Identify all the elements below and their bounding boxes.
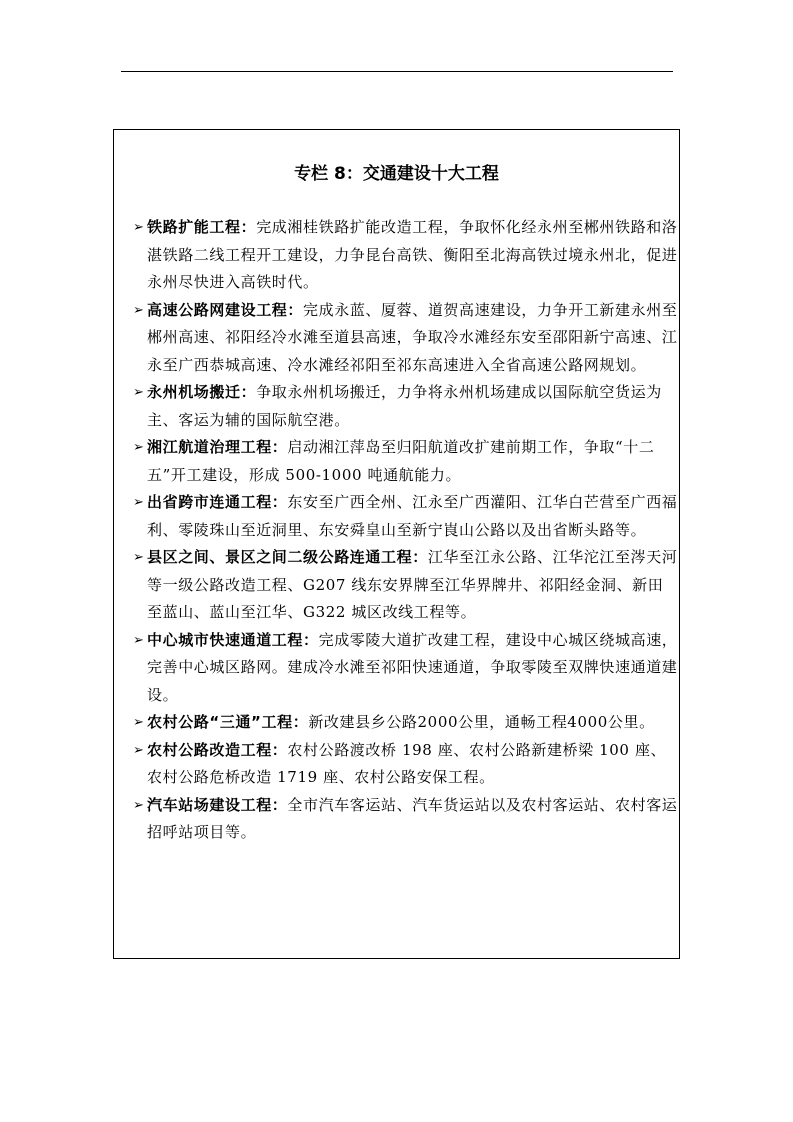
project-description: 完成湘桂铁路扩能改造工程，争取怀化经永州至郴州铁路和洛湛铁路二线工程开工建设，力争昆台高铁、衡阳至北海高铁过境永州北，促进永州尽快进入高铁时代。 [147,218,678,291]
project-description: 新改建县乡公路2000公里，通畅工程4000公里。 [308,713,655,731]
project-list [133,214,678,847]
project-description: 江华至江永公路、江华沱江至涔天河等一级公路改造工程、G207 线东安界牌至江华界牌井、祁阳经金洞、新田至蓝山、蓝山至江华、G322 城区改线工程等。 [147,548,678,621]
project-description: 启动湘江萍岛至归阳航道改扩建前期工作，争取“十二五”开工建设，形成 500-1000 吨通航能力。 [147,438,655,484]
project-title: 湘江航道治理工程： [147,438,288,456]
project-description: 完成永蓝、厦蓉、道贺高速建设，力争开工新建永州至郴州高速、祁阳经冷水滩至道县高速，争取冷水滩经东安至邵阳新宁高速、江永至广西恭城高速、冷水滩经祁阳至祁东高速进入全省高速公路网规划。 [147,300,678,374]
arrow-bullet-icon: ➢ [133,385,145,400]
project-title: 中心城市快速通道工程： [147,630,319,649]
project-item-airport [133,379,678,434]
project-title: 县区之间、景区之间二级公路连通工程： [147,548,428,566]
project-item-expressway [133,297,678,380]
project-description: 争取永州机场搬迁，力争将永州机场建成以国际航空货运为主、客运为辅的国际航空港。 [147,383,662,429]
project-item-county-roads [133,544,678,627]
arrow-bullet-icon: ➢ [133,797,145,813]
project-title: 出省跨市连通工程： [147,493,288,511]
arrow-bullet-icon: ➢ [133,440,145,455]
project-item-railway [133,214,678,297]
project-description: 全市汽车客运站、汽车货运站以及农村客运站、农村客运招呼站项目等。 [147,795,678,841]
project-title: 铁路扩能工程： [147,218,257,236]
header-rule [121,71,673,72]
project-item-bus-stations [133,792,678,847]
arrow-bullet-icon: ➢ [133,220,145,235]
project-item-express-channel [133,627,678,710]
project-title: 汽车站场建设工程： [147,795,288,814]
project-description: 农村公路渡改桥 198 座、农村公路新建桥梁 100 座、农村公路危桥改造 1719 座、农村公路安保工程。 [147,740,667,786]
project-description: 东安至广西全州、江永至广西灌阳、江华白芒营至广西福利、零陵珠山至近洞里、东安舜皇山至新宁崀山公路以及出省断头路等。 [147,493,678,539]
project-item-rural-three-access [133,709,678,737]
arrow-bullet-icon: ➢ [133,550,145,565]
arrow-bullet-icon: ➢ [133,632,145,648]
box-title: 专栏 8：交通建设十大工程 [294,164,499,184]
project-item-rural-upgrade [133,737,678,792]
column-box [113,129,680,959]
project-item-waterway [133,434,678,489]
project-description: 完成零陵大道扩改建工程，建设中心城区绕城高速，完善中心城区路网。建成冷水滩至祁阳快速通道，争取零陵至双牌快速通道建设。 [147,630,678,704]
project-item-interprovincial [133,489,678,544]
project-title: 农村公路“三通”工程： [147,713,309,731]
project-title: 永州机场搬迁： [147,383,257,401]
project-title: 农村公路改造工程： [147,740,288,759]
arrow-bullet-icon: ➢ [133,715,145,730]
arrow-bullet-icon: ➢ [133,302,145,318]
project-title: 高速公路网建设工程： [147,300,304,319]
arrow-bullet-icon: ➢ [133,495,145,510]
arrow-bullet-icon: ➢ [133,742,145,758]
